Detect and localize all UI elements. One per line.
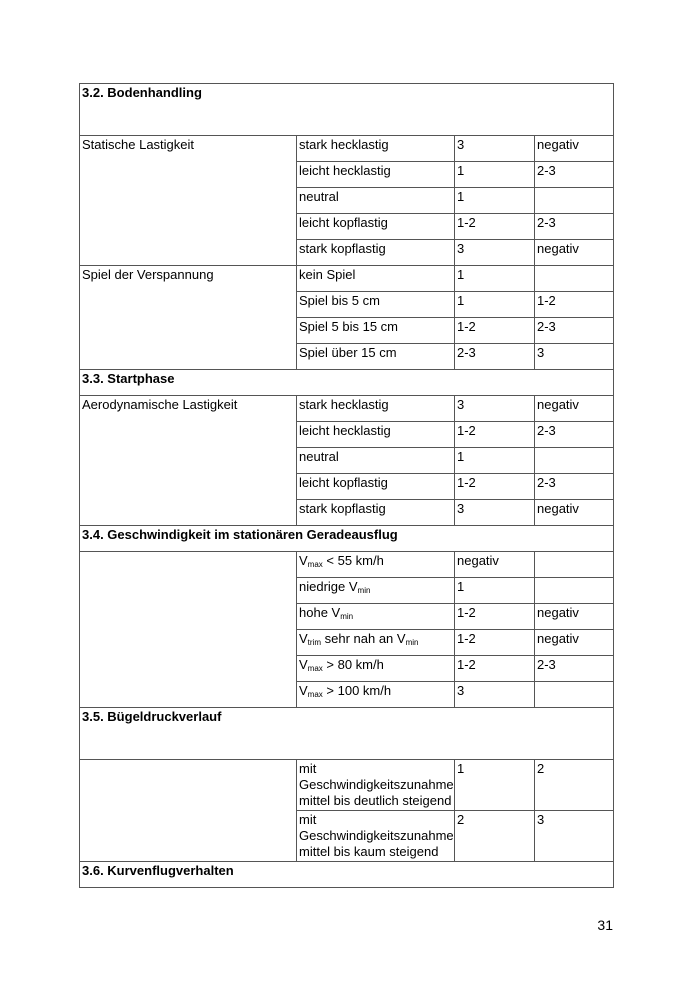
rating-value-2: negativ [535,396,614,422]
section-heading-3-3: 3.3. Startphase [80,370,614,396]
section-row [80,862,614,888]
rating-value: 1 [455,760,535,811]
rating-value: 3 [455,500,535,526]
option-desc: neutral [297,188,455,214]
option-desc: $V_{max} > 80$ km/h [297,656,455,682]
rating-value-2 [535,552,614,578]
rating-value: 1 [455,292,535,318]
section-row [80,370,614,396]
option-desc: stark hecklastig [297,136,455,162]
option-desc: $V_{max} < 55$ km/h [297,552,455,578]
page-number: 31 [597,917,613,933]
section-row [80,708,614,760]
option-desc: Spiel über 15 cm [297,344,455,370]
rating-value-2: 2 [535,760,614,811]
section-row [80,526,614,552]
option-desc: leicht kopflastig [297,474,455,500]
rating-value-2: 2-3 [535,318,614,344]
rating-value-2: 2-3 [535,162,614,188]
rating-value-2: 2-3 [535,656,614,682]
rating-value: 3 [455,682,535,708]
option-desc: stark hecklastig [297,396,455,422]
rating-value: 1 [455,448,535,474]
rating-value: 1-2 [455,422,535,448]
rating-value-2: negativ [535,136,614,162]
rating-value: 1-2 [455,214,535,240]
rating-value: 1 [455,578,535,604]
criterion-label-empty [80,760,297,862]
option-desc: kein Spiel [297,266,455,292]
table-row [80,396,614,422]
table-row [80,552,614,578]
section-heading-3-4: 3.4. Geschwindigkeit im stationären Geradeausflug [80,526,614,552]
table-row [80,760,614,811]
rating-value: 1 [455,266,535,292]
rating-value-2 [535,188,614,214]
section-heading-3-2: 3.2. Bodenhandling [80,84,614,136]
option-desc: hohe $V_{min}$ [297,604,455,630]
option-desc: stark kopflastig [297,240,455,266]
rating-value: 1-2 [455,630,535,656]
rating-value-2: 2-3 [535,474,614,500]
section-heading-3-6: 3.6. Kurvenflugverhalten [80,862,614,888]
option-desc: $V_{max} > 100$ km/h [297,682,455,708]
rating-value: 3 [455,136,535,162]
rating-value-2: negativ [535,604,614,630]
rating-value-2: 2-3 [535,214,614,240]
criterion-label-empty [80,552,297,708]
criterion-label: Spiel der Verspannung [80,266,297,370]
option-desc: mit Geschwindigkeitszunahme mittel bis kaum steigend [297,811,455,862]
option-desc: $V_{trim}$ sehr nah an $V_{min}$ [297,630,455,656]
rating-value: 1-2 [455,474,535,500]
section-row [80,84,614,136]
criterion-label: Aerodynamische Lastigkeit [80,396,297,526]
rating-value: 1-2 [455,604,535,630]
rating-value-2 [535,266,614,292]
option-desc: niedrige $V_{min}$ [297,578,455,604]
rating-value: 1-2 [455,656,535,682]
rating-value-2: negativ [535,240,614,266]
rating-value: 1 [455,188,535,214]
rating-value-2 [535,448,614,474]
rating-value: 2-3 [455,344,535,370]
option-desc: leicht hecklastig [297,162,455,188]
rating-value-2 [535,578,614,604]
rating-value-2: 2-3 [535,422,614,448]
option-desc: leicht kopflastig [297,214,455,240]
rating-value: 1 [455,162,535,188]
rating-value-2: negativ [535,630,614,656]
rating-value: negativ [455,552,535,578]
rating-value-2: 3 [535,344,614,370]
table-row [80,266,614,292]
rating-value: 3 [455,240,535,266]
option-desc: neutral [297,448,455,474]
option-desc: Spiel bis 5 cm [297,292,455,318]
rating-value: 1-2 [455,318,535,344]
criterion-label: Statische Lastigkeit [80,136,297,266]
rating-value-2: 1-2 [535,292,614,318]
section-heading-3-5: 3.5. Bügeldruckverlauf [80,708,614,760]
rating-value-2: negativ [535,500,614,526]
table-row [80,136,614,162]
rating-value: 3 [455,396,535,422]
option-desc: stark kopflastig [297,500,455,526]
option-desc: Spiel 5 bis 15 cm [297,318,455,344]
rating-table [79,83,614,888]
rating-value: 2 [455,811,535,862]
rating-value-2 [535,682,614,708]
option-desc: mit Geschwindigkeitszunahme mittel bis deutlich steigend [297,760,455,811]
option-desc: leicht hecklastig [297,422,455,448]
rating-value-2: 3 [535,811,614,862]
